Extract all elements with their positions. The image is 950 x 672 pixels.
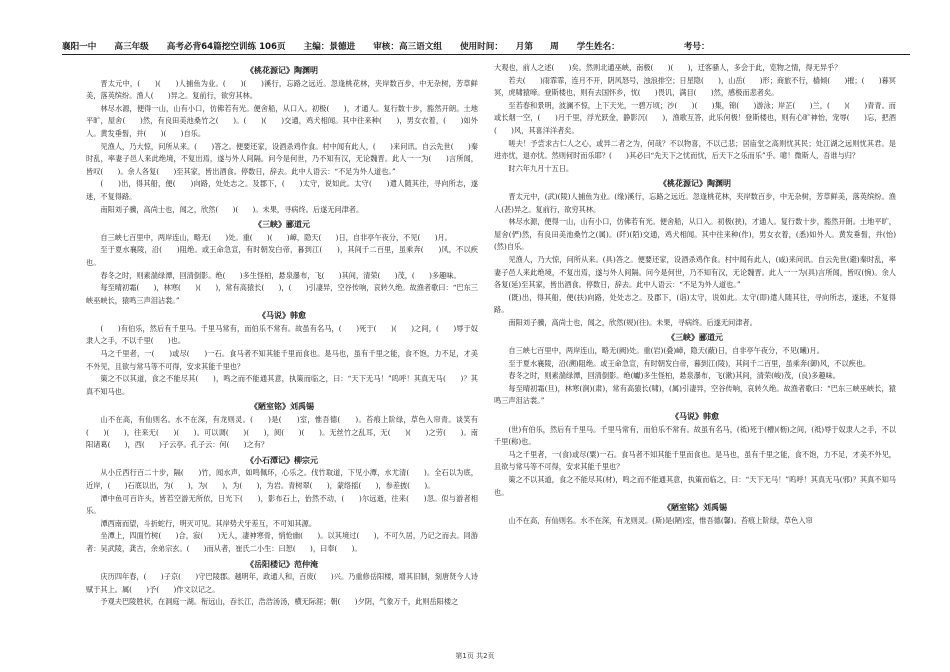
section-title: 《三峡》郦道元 <box>667 332 723 343</box>
left-column <box>86 62 478 637</box>
header-divider <box>62 54 910 55</box>
paragraph: 春冬之时，则素湍绿潭，回清倒影。绝(巘)多生怪柏，悬泉瀑布，飞(漱)其间，清荣(峻)茂，(良)多趣味。 <box>508 371 840 381</box>
header-school: 襄阳一中 <box>62 42 97 52</box>
paragraph: 大观也，前人之述( )矣。然则北通巫峡，南极( )( )，迁客骚人，多会于此，览物之情，得无异乎？ <box>494 63 842 72</box>
section-title: 《桃花源记》陶渊明 <box>659 178 731 189</box>
right-column <box>494 62 896 637</box>
header-student: 学生姓名： <box>576 42 620 52</box>
paragraph: 南阳刘子骥，高尚士也，闻之，欣然( )( )。未果，寻病终。后遂无问津者。 <box>100 204 364 214</box>
paragraph: 晋太元中，(武)(陵)人捕鱼为业。(缘)溪行，忘路之远近。忽逢桃花林，夹岸数百步，中无杂树，芳草鲜美，落英缤纷。渔人(甚)异之。复前行，欲穷其林。 <box>494 191 896 214</box>
paragraph: 马之千里者，一(食)或尽(粟)一石。食马者不知其能千里而食也。是马也，虽有千里之能，食不饱，力不足，才美不外见，且欲与常马等不可得，安求其能千里也？ <box>494 449 896 472</box>
paragraph: 时六年九月十五日。 <box>508 163 574 173</box>
section-title: 《陋室铭》刘禹锡 <box>250 401 314 412</box>
paragraph: 林尽水源，便得一山，山有小口，仿佛若有光。便舍船，从口入。初极( )，才通人。复行数十步，豁然开朗。土地平旷，屋舍( )然，有良田美池桑竹之( )。( )( )交通，鸡犬相闻。其中往来种( )，男女衣着，( )如外人。黄发垂髫，并( )( )自乐。 <box>86 103 478 138</box>
section-title: 《马说》韩愈 <box>258 310 306 321</box>
paragraph: ( )有伯乐，然后有千里马。千里马常有，而伯乐不常有。故虽有名马，( )死于( )( )之间，( )辱于奴隶人之手，不以千里( )也。 <box>86 323 478 346</box>
paragraph: 自三峡七百里中，两岸连山，略无(阙)处。重(岩)(叠)嶂，隐天(蔽)日，自非亭午夜分，不见(曦)月。 <box>508 346 824 356</box>
header-grade: 高三年级 <box>114 42 149 52</box>
paragraph: 林尽水源，便得一山，山有小口，仿佛若有光。便舍船，从口入。初极(狭)，才通人。复行数十步，豁然开朗。土地平旷，屋舍(俨)然，有良田美池桑竹之(属)。(阡)(陌)交通，鸡犬相闻。其中往来种(作)，男女衣着，(悉)如外人。黄发垂髫，并(怡)(然)自乐。 <box>494 217 896 252</box>
paragraph: 若夫( )雨霏霏，连月不开，阴风怒号，浊浪排空；日星隐( )，山岳( )形；商旅不行，樯倾( )摧；( )暮冥冥，虎啸猿啼。登斯楼也，则有去国怀乡，忧( )畏讥，满目( )然，感极而悲者矣。 <box>494 75 896 98</box>
paragraph: 晋太元中，( )( )人捕鱼为业。( )( )溪行，忘路之远近。忽逢桃花林，夹岸数百步，中无杂树，芳草鲜美，落英缤纷。渔人( )异之。复前行，欲穷其林。 <box>86 78 478 101</box>
paragraph: 至于夏水襄陵，沿( )阻绝。或王命急宣，有时朝发白帝，暮到江( )，其间千二百里，虽乘奔( )风，不以疾也。 <box>86 245 478 267</box>
paragraph: 山不在高，有仙则名。水不在深，有龙则灵。(斯)是(陋)室，惟吾德(馨)。苔痕上阶绿，草色入帘 <box>508 515 813 525</box>
paragraph: (既)出，得其船，便(扶)向路，处处志之。及郡下，(诣)太守，说如此。太守(即)遣人随其往，寻向所志，遂迷，不复得路。 <box>494 292 896 315</box>
header-number: 考号： <box>683 42 710 52</box>
section-title: 《桃花源记》陶渊明 <box>246 65 318 75</box>
paragraph: 见渔人，乃大惊，问所从来。(具)答之。便要还家，设酒杀鸡作食。村中闻有此人，(咸)来问讯。自云先世(避)秦时乱，率妻子邑人来此绝境，不复出焉，遂与外人间隔。问今是何世，乃不知有汉，无论魏晋。此人一一为(具)言所闻，皆叹(惋)。余人各复(延)至其家，皆出酒食。停数日，辞去。此中人语云：“不足为外人道也。” <box>494 254 896 290</box>
paragraph: 予观夫巴陵胜状，在洞庭一湖。衔远山，吞长江，浩浩汤汤，横无际涯；朝( )夕阴，气象万千，此则岳阳楼之 <box>100 597 459 607</box>
paragraph: 策之不以其道，食之不能尽其( )，鸣之而不能通其意，执策而临之，曰：“天下无马！”呜呼！其真无马( )？其真不知马也。 <box>86 374 478 396</box>
header-editor: 主编：景德进 <box>303 42 356 52</box>
section-title: 《马说》韩愈 <box>671 411 719 422</box>
header-reviewer: 审核：高三语文组 <box>373 42 442 52</box>
section-title: 《岳阳楼记》范仲淹 <box>246 558 318 569</box>
section-title: 《三峡》郦道元 <box>254 219 310 230</box>
paragraph: 南阳刘子骥，高尚士也，闻之，欣然(规)(往)。未果，寻病终。后遂无问津者。 <box>508 317 757 327</box>
paragraph: (世)有伯乐，然后有千里马。千里马常有，而伯乐不常有。故虽有名马，(祗)死于(槽)(枥)之间，(祗)辱于奴隶人之手，不以千里(称)也。 <box>494 424 896 447</box>
paragraph: 山不在高，有仙则名。水不在深，有龙则灵。( )是( )室，惟吾德( )。苔痕上阶绿，草色入帘青。谈笑有( )( )，往来无( )( )。可以调( )( )，阅( )( )。无丝竹之乱耳，无( )( )之劳( )。南阳诸葛( )，西( )子云亭。孔子云：何( )之有？ <box>86 415 478 450</box>
paragraph: 每至晴初霜(旦)，林寒(涧)(肃)，常有高猿长(啸)，(属)引凄异，空谷传响，哀转久绝。故渔者歌曰：“巴东三峡巫峡长，猿鸣三声泪沾裳。” <box>494 383 896 406</box>
paragraph: ( )出，得其船，便( )向路，处处志之。及郡下，( )太守，说如此。太守( )遣人随其往，寻向所志，遂迷，不复得路。 <box>86 179 478 201</box>
paragraph: 马之千里者，一( )或尽( )一石。食马者不知其能千里而食也。是马也，虽有千里之能，食不饱，力不足，才美不外见，且欲与常马等不可得，安求其能千里也？ <box>86 349 478 371</box>
paragraph: 每至晴初霜( )，林寒( )( )，常有高猿长( )，( )引凄异，空谷传响，哀转久绝。故渔者歌曰：“巴东三峡巫峡长，猿鸣三声泪沾裳。” <box>86 283 478 305</box>
paragraph: 庆历四年春，( )子京( )守巴陵郡。越明年，政通人和，百废( )兴。乃重修岳阳楼，增其旧制，刻唐贤今人诗赋于其上。属( )予( )作文以记之。 <box>86 572 478 594</box>
paragraph: 策之不以其道，食之不能尽其(材)，鸣之而不能通其意，执策而临之，曰：“天下无马！”呜呼！其真无马(邪)？其真不知马也。 <box>494 475 896 497</box>
page-header <box>62 32 910 52</box>
paragraph: 至若春和景明，波澜不惊，上下天光，一碧万顷；沙( )( )集，锦( )游泳；岸芷( )兰，( )( )青青。而或长烟一空，( )月千里，浮光跃金，静影沉( )，渔歌互答，此乐何极！登斯楼也，则有心旷神怡，宠辱( )忘，把酒( )风，其喜洋洋者矣。 <box>494 100 896 135</box>
header-date: 使用时间： 月第 周 <box>459 42 559 52</box>
paragraph: 春冬之时，则素湍绿潭，回清倒影。绝( )多生怪柏，悬泉瀑布，飞( )其间，清荣( )茂，( )多趣味。 <box>100 270 461 280</box>
section-title: 《小石潭记》柳宗元 <box>246 454 318 465</box>
paragraph: 嗟夫！予尝求古仁人之心，或异二者之为，何哉？不以物喜，不以己悲；居庙堂之高则忧其民；处江湖之远则忧其君。是进亦忧，退亦忧。然则何时而乐耶？( )其必曰“先天下之忧而忧，后天下之乐而乐”乎。噫！微斯人，吾谁与归？ <box>494 138 896 161</box>
paragraph: 坐潭上，四面竹树( )合，寂( )无人，凄神寒骨，悄怆幽( )。以其境过( )，不可久居，乃记之而去。同游者：吴武陵，龚古，余弟宗玄。( )而从者，崔氏二小生：曰恕( )，曰奉( )。 <box>86 531 478 553</box>
paragraph: 从小丘西行百二十步，隔( )竹，闻水声，如鸣佩环，心乐之。伐竹取道，下见小潭，水尤清( )。全石以为底，近岸，( )石底以出，为( )，为( )，为( )，为岩。青树翠( )，蒙络摇( )，参差披( )。 <box>86 468 478 490</box>
paragraph: 潭西南而望，斗折蛇行，明灭可见。其岸势犬牙差互，不可知其源。 <box>100 518 317 528</box>
paragraph: 见渔人，乃大惊，问所从来。( )答之。便要还家，设酒杀鸡作食。村中闻有此人，( )来问讯。自云先世( )秦时乱，率妻子邑人来此绝境，不复出焉，遂与外人间隔。问今是何世，乃不知有汉，无论魏晋。此人一一为( )言所闻，皆叹( )。余人各复( )至其家，皆出酒食。停数日，辞去。此中人语云：“不足为外人道也。” <box>86 141 478 176</box>
header-title: 高考必背64篇挖空训练 106页 <box>166 42 286 52</box>
page-footer: 第1页 共2页 <box>455 652 495 660</box>
paragraph: 自三峡七百里中，两岸连山，略无( )处。重( )( )嶂，隐天( )日，自非亭午夜分，不见( )月。 <box>100 232 452 242</box>
paragraph: 至于夏水襄陵，沿(溯)阻绝。或王命急宣，有时朝发白帝，暮到江(陵)，其间千二百里，虽乘奔(御)风，不以疾也。 <box>508 358 871 368</box>
section-title: 《陋室铭》刘禹锡 <box>663 502 727 513</box>
paragraph: 潭中鱼可百许头，皆若空游无所依，日光下( )，影布石上，佁然不动，( )尔远逝，往来( )忽。似与游者相乐。 <box>86 493 478 516</box>
